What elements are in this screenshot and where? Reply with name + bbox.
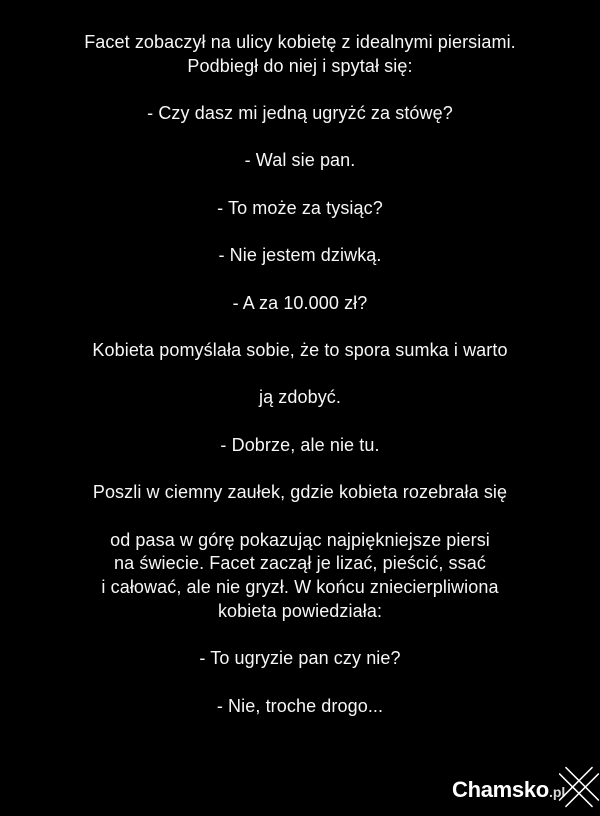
joke-line: - Dobrze, ale nie tu. — [220, 434, 380, 455]
joke-paragraph — [0, 31, 600, 78]
joke-line: na świecie. Facet zaczął je lizać, pieścić, ssać — [114, 553, 486, 574]
joke-paragraph — [0, 102, 600, 126]
joke-line: Poszli w ciemny zaułek, gdzie kobieta rozebrała się — [92, 482, 508, 503]
joke-line: Facet zobaczył na ulicy kobietę z idealnymi piersiami. — [84, 32, 516, 52]
brand-name: Chamsko — [452, 777, 549, 802]
joke-paragraph — [0, 197, 600, 221]
joke-line: - Czy dasz mi jedną ugryżć za stówę? — [147, 103, 453, 124]
joke-line: - To może za tysiąc? — [217, 197, 383, 218]
joke-paragraph — [0, 647, 600, 671]
joke-line: - Nie jestem dziwką. — [218, 245, 382, 266]
joke-paragraph — [0, 339, 600, 363]
joke-line: - A za 10.000 zł? — [232, 292, 368, 313]
joke-line: - Wal sie pan. — [244, 150, 356, 171]
joke-line: - Nie, troche drogo... — [216, 695, 384, 716]
brand-suffix: .pl — [548, 784, 566, 800]
joke-paragraph — [0, 149, 600, 173]
joke-text — [0, 31, 600, 718]
joke-paragraph — [0, 386, 600, 410]
joke-paragraph — [0, 529, 600, 624]
joke-paragraph — [0, 292, 600, 316]
joke-line: Kobieta pomyślała sobie, że to spora sumka i warto — [92, 340, 508, 361]
joke-line: - To ugryzie pan czy nie? — [199, 648, 401, 669]
joke-paragraph — [0, 481, 600, 505]
joke-paragraph — [0, 434, 600, 458]
joke-line: od pasa w górę pokazując najpiękniejsze piersi — [110, 529, 490, 550]
joke-line: Podbiegł do niej i spytał się: — [187, 55, 413, 76]
joke-line: kobieta powiedziała: — [217, 600, 383, 621]
rotated-hash-icon — [558, 760, 600, 814]
chamsko-logo — [452, 777, 565, 803]
joke-paragraph — [0, 695, 600, 719]
joke-paragraph — [0, 244, 600, 268]
joke-line: i całować, ale nie gryzł. W końcu zniecierpliwiona — [101, 577, 499, 598]
joke-line: ją zdobyć. — [258, 387, 342, 408]
